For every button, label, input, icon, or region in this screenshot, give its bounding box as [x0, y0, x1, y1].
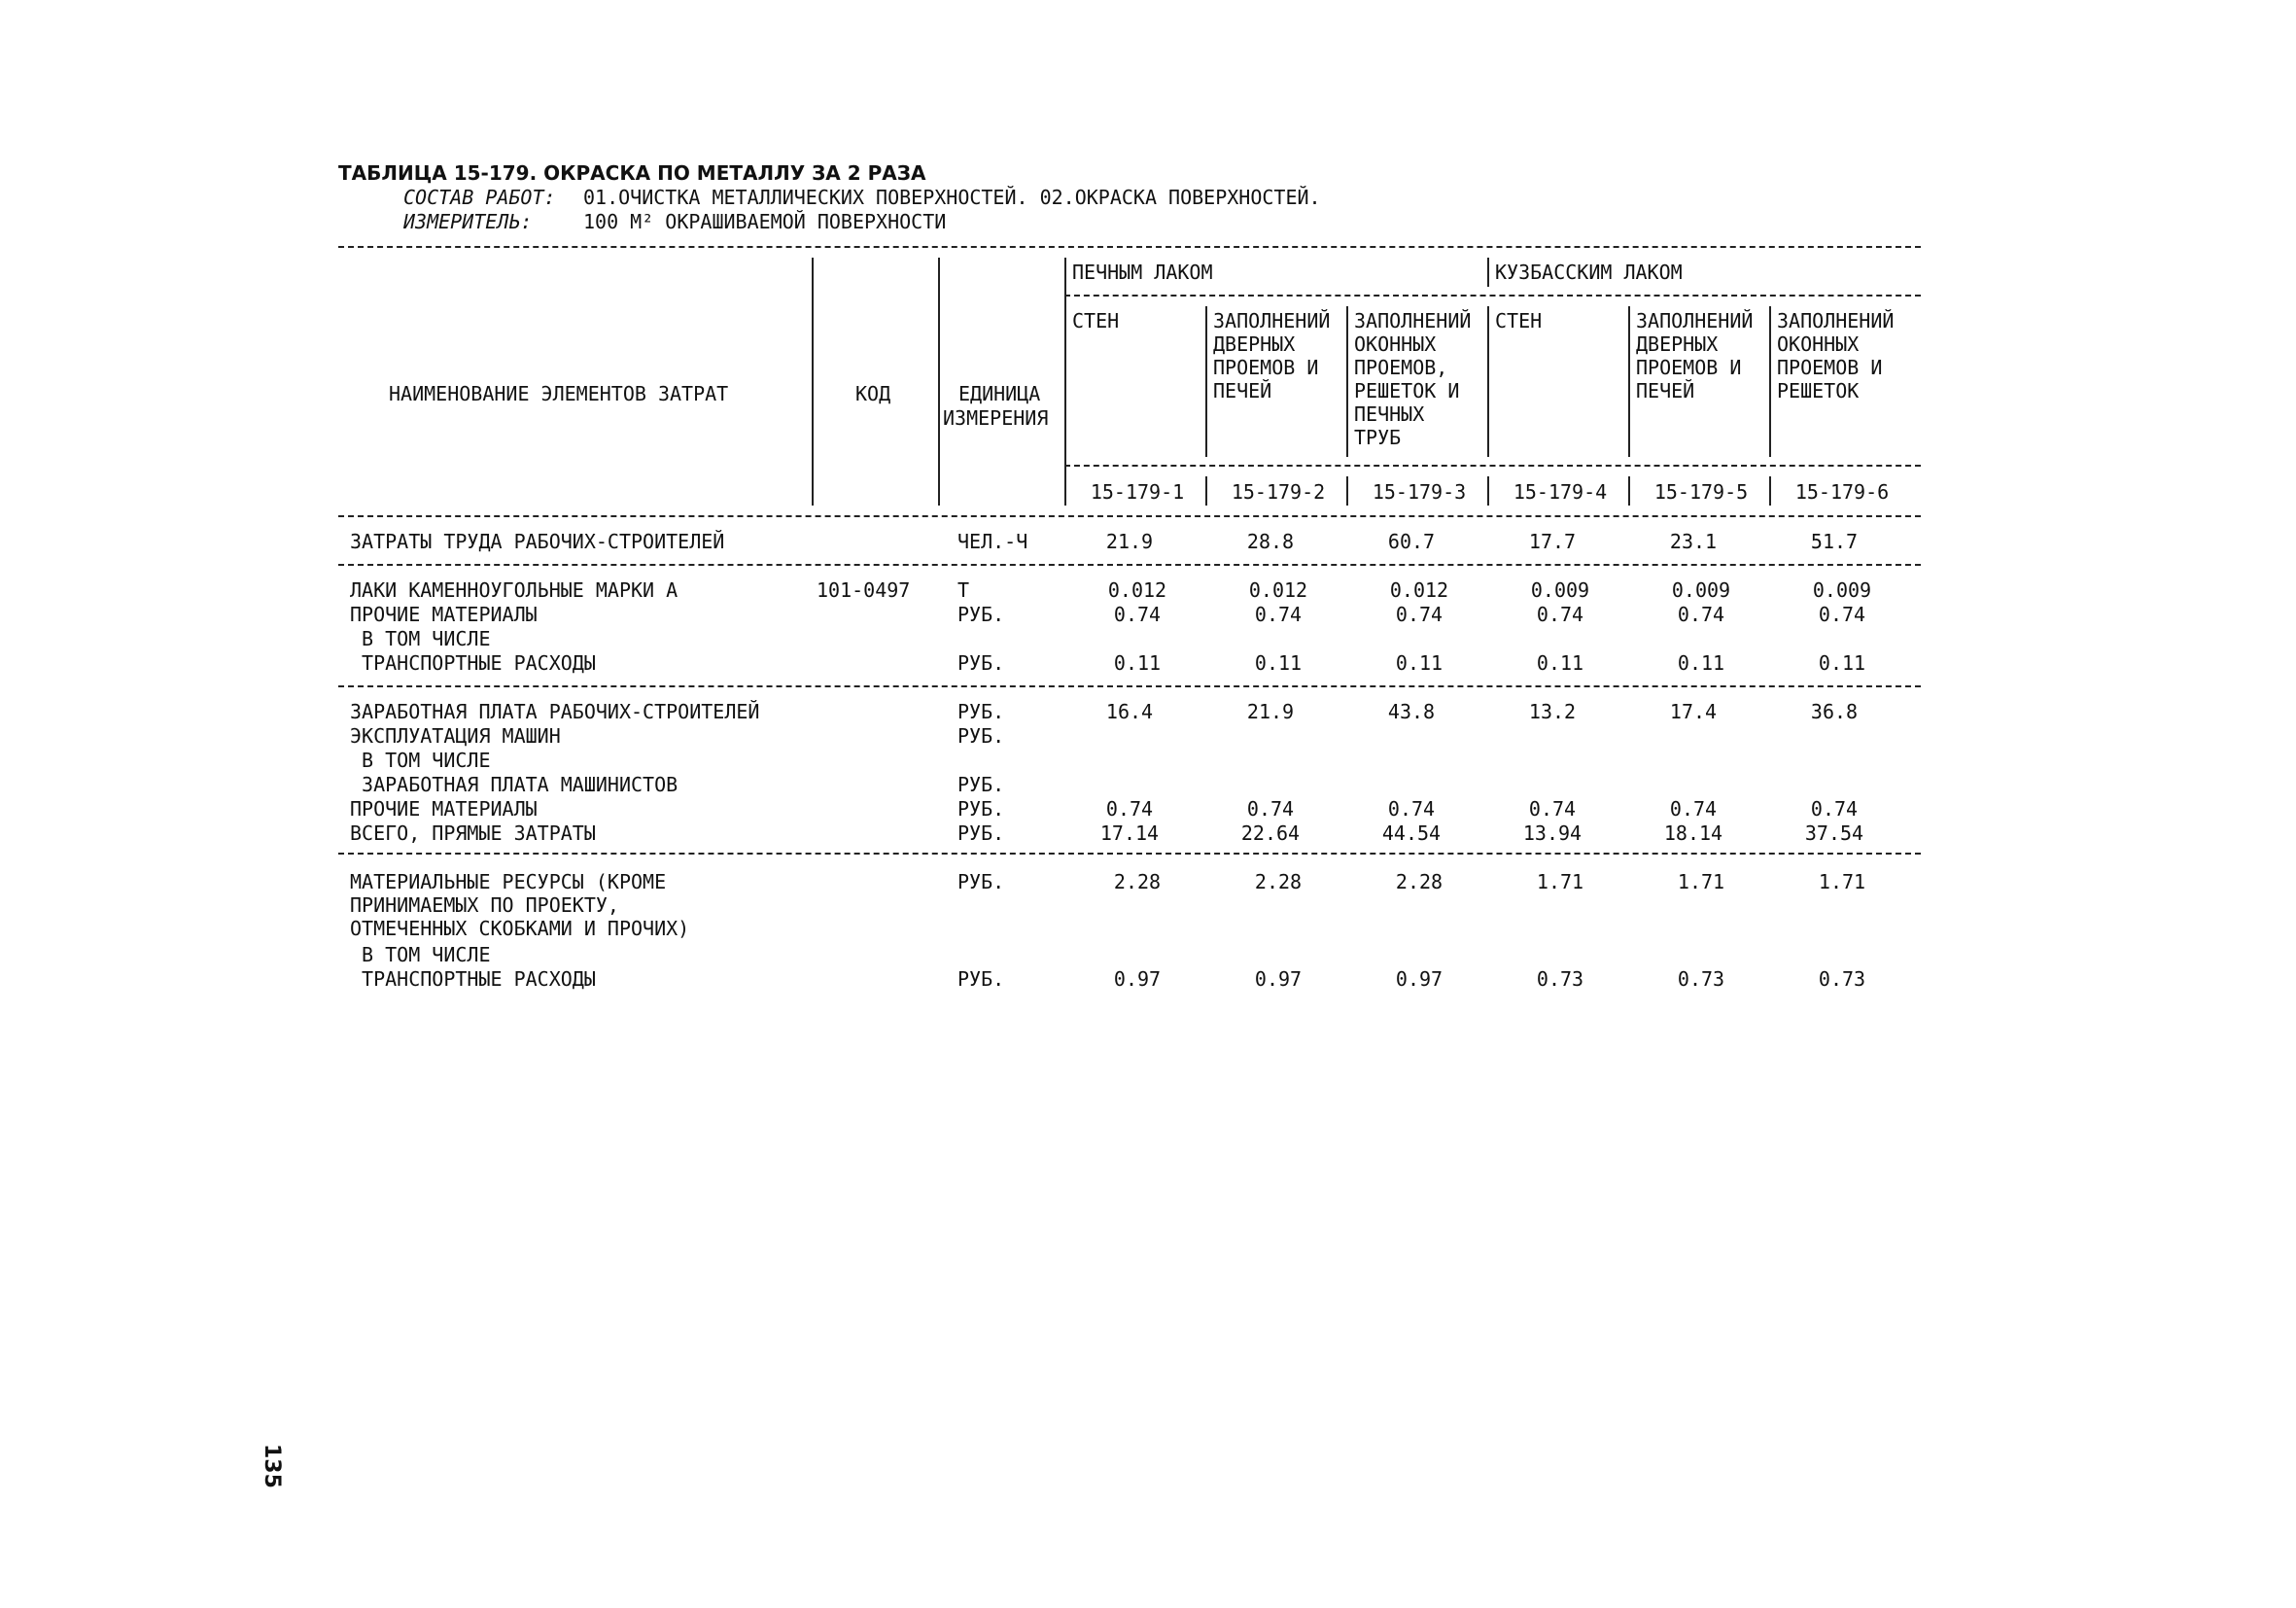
row-other-materials-v4: 0.74: [1536, 603, 1584, 626]
row-lacquer-v5: 0.009: [1671, 578, 1731, 602]
row-other-materials-2-v2: 0.74: [1246, 797, 1295, 821]
vline-c4: [1628, 476, 1630, 506]
row-wages-v5: 17.4: [1669, 700, 1718, 723]
measure-text: 100 М² ОКРАШИВАЕМОЙ ПОВЕРХНОСТИ: [583, 210, 947, 233]
row-machines-name: ЭКСПЛУАТАЦИЯ МАШИН: [350, 724, 561, 748]
vline-c3: [1487, 476, 1489, 506]
row-transport-2-v1: 0.97: [1113, 967, 1162, 991]
rule-group: [1064, 295, 1921, 297]
vline-2: [938, 258, 940, 506]
row-other-materials-unit: РУБ.: [957, 603, 1005, 626]
row-wages-name: ЗАРАБОТНАЯ ПЛАТА РАБОЧИХ-СТРОИТЕЛЕЙ: [350, 700, 760, 723]
rule-section-2: [338, 685, 1921, 687]
row-total-v6: 37.54: [1804, 821, 1864, 845]
row-including-1: В ТОМ ЧИСЛЕ: [350, 627, 491, 650]
col-unit-header-1: ЕДИНИЦА: [958, 382, 1041, 405]
code-4: 15-179-4: [1513, 480, 1608, 504]
row-total-v3: 44.54: [1381, 821, 1442, 845]
row-machinist-wages-unit: РУБ.: [957, 773, 1005, 796]
row-transport-2-v4: 0.73: [1536, 967, 1584, 991]
row-resources-v4: 1.71: [1536, 870, 1584, 893]
rule-header-bottom: [338, 515, 1921, 517]
row-lacquer-unit: Т: [957, 578, 970, 602]
row-transport-1-unit: РУБ.: [957, 651, 1005, 675]
code-3: 15-179-3: [1372, 480, 1467, 504]
rule-section-1: [338, 564, 1921, 566]
vline-4: [1205, 306, 1207, 457]
row-total-unit: РУБ.: [957, 821, 1005, 845]
row-transport-2-v2: 0.97: [1254, 967, 1303, 991]
row-other-materials-name: ПРОЧИЕ МАТЕРИАЛЫ: [350, 603, 538, 626]
row-other-materials-v6: 0.74: [1818, 603, 1866, 626]
row-resources-v1: 2.28: [1113, 870, 1162, 893]
vline-5: [1346, 306, 1348, 457]
row-total-name: ВСЕГО, ПРЯМЫЕ ЗАТРАТЫ: [350, 821, 596, 845]
row-machinist-wages-name: ЗАРАБОТНАЯ ПЛАТА МАШИНИСТОВ: [350, 773, 678, 796]
row-other-materials-2-v6: 0.74: [1810, 797, 1859, 821]
row-wages-v1: 16.4: [1105, 700, 1154, 723]
row-labor-name: ЗАТРАТЫ ТРУДА РАБОЧИХ-СТРОИТЕЛЕЙ: [350, 530, 725, 553]
row-wages-unit: РУБ.: [957, 700, 1005, 723]
row-other-materials-v1: 0.74: [1113, 603, 1162, 626]
row-other-materials-2-v5: 0.74: [1669, 797, 1718, 821]
row-including-3: В ТОМ ЧИСЛЕ: [350, 943, 491, 966]
vline-8: [1769, 306, 1771, 457]
row-total-v1: 17.14: [1099, 821, 1160, 845]
row-resources-name: МАТЕРИАЛЬНЫЕ РЕСУРСЫ (КРОМЕ ПРИНИМАЕМЫХ ПО ПРОЕКТУ, ОТМЕЧЕННЫХ СКОБКАМИ И ПРОЧИХ): [350, 870, 690, 940]
row-lacquer-v3: 0.012: [1389, 578, 1449, 602]
row-labor-v1: 21.9: [1105, 530, 1154, 553]
measure-label: ИЗМЕРИТЕЛЬ:: [403, 210, 533, 233]
row-labor-v2: 28.8: [1246, 530, 1295, 553]
row-transport-2-unit: РУБ.: [957, 967, 1005, 991]
row-lacquer-code: 101-0497: [817, 578, 911, 602]
vline-3: [1064, 258, 1066, 506]
row-other-materials-v3: 0.74: [1395, 603, 1444, 626]
vline-6: [1487, 306, 1489, 457]
row-transport-2-v6: 0.73: [1818, 967, 1866, 991]
row-labor-v5: 23.1: [1669, 530, 1718, 553]
row-transport-1-v5: 0.11: [1677, 651, 1725, 675]
row-resources-v3: 2.28: [1395, 870, 1444, 893]
page-number: 135: [260, 1444, 284, 1488]
code-1: 15-179-1: [1090, 480, 1185, 504]
row-wages-v3: 43.8: [1387, 700, 1436, 723]
sub-header-3: ЗАПОЛНЕНИЙ ОКОННЫХ ПРОЕМОВ, РЕШЕТОК И ПЕЧНЫХ ТРУБ: [1354, 309, 1472, 449]
sub-header-5: ЗАПОЛНЕНИЙ ДВЕРНЫХ ПРОЕМОВ И ПЕЧЕЙ: [1636, 309, 1754, 402]
row-transport-2-name: ТРАНСПОРТНЫЕ РАСХОДЫ: [350, 967, 596, 991]
row-transport-1-v3: 0.11: [1395, 651, 1444, 675]
vline-7: [1628, 306, 1630, 457]
row-total-v5: 18.14: [1663, 821, 1723, 845]
rule-codes: [1064, 465, 1921, 467]
row-resources-v6: 1.71: [1818, 870, 1866, 893]
row-transport-1-v6: 0.11: [1818, 651, 1866, 675]
row-other-materials-v5: 0.74: [1677, 603, 1725, 626]
vline-6a: [1487, 258, 1489, 287]
row-other-materials-2-name: ПРОЧИЕ МАТЕРИАЛЫ: [350, 797, 538, 821]
rule-top: [338, 246, 1921, 248]
row-lacquer-v1: 0.012: [1107, 578, 1167, 602]
row-other-materials-v2: 0.74: [1254, 603, 1303, 626]
row-wages-v2: 21.9: [1246, 700, 1295, 723]
table-title: ТАБЛИЦА 15-179. ОКРАСКА ПО МЕТАЛЛУ ЗА 2 РАЗА: [338, 161, 926, 185]
sub-header-2: ЗАПОЛНЕНИЙ ДВЕРНЫХ ПРОЕМОВ И ПЕЧЕЙ: [1213, 309, 1331, 402]
group-kuzbass: КУЗБАССКИМ ЛАКОМ: [1495, 261, 1683, 284]
row-labor-v6: 51.7: [1810, 530, 1859, 553]
row-lacquer-v6: 0.009: [1812, 578, 1872, 602]
sub-header-4: СТЕН: [1495, 309, 1543, 332]
row-lacquer-v2: 0.012: [1248, 578, 1308, 602]
vline-c5: [1769, 476, 1771, 506]
group-pechnoy: ПЕЧНЫМ ЛАКОМ: [1072, 261, 1213, 284]
row-transport-1-v4: 0.11: [1536, 651, 1584, 675]
row-machines-unit: РУБ.: [957, 724, 1005, 748]
vline-c2: [1346, 476, 1348, 506]
vline-c1: [1205, 476, 1207, 506]
row-resources-v5: 1.71: [1677, 870, 1725, 893]
row-labor-v4: 17.7: [1528, 530, 1577, 553]
row-wages-v4: 13.2: [1528, 700, 1577, 723]
sub-header-1: СТЕН: [1072, 309, 1120, 332]
row-transport-1-v2: 0.11: [1254, 651, 1303, 675]
rule-section-3: [338, 853, 1921, 855]
code-6: 15-179-6: [1794, 480, 1890, 504]
work-composition-text: 01.ОЧИСТКА МЕТАЛЛИЧЕСКИХ ПОВЕРХНОСТЕЙ. 02.ОКРАСКА ПОВЕРХНОСТЕЙ.: [583, 186, 1321, 209]
row-wages-v6: 36.8: [1810, 700, 1859, 723]
row-labor-unit: ЧЕЛ.-Ч: [957, 530, 1028, 553]
row-resources-unit: РУБ.: [957, 870, 1005, 893]
row-lacquer-name: ЛАКИ КАМЕННОУГОЛЬНЫЕ МАРКИ А: [350, 578, 678, 602]
row-other-materials-2-v1: 0.74: [1105, 797, 1154, 821]
row-transport-2-v5: 0.73: [1677, 967, 1725, 991]
code-5: 15-179-5: [1653, 480, 1749, 504]
row-resources-v2: 2.28: [1254, 870, 1303, 893]
row-lacquer-v4: 0.009: [1530, 578, 1590, 602]
row-labor-v3: 60.7: [1387, 530, 1436, 553]
row-transport-1-name: ТРАНСПОРТНЫЕ РАСХОДЫ: [350, 651, 596, 675]
col-code-header: КОД: [855, 382, 891, 405]
work-composition-label: СОСТАВ РАБОТ:: [403, 186, 556, 209]
row-transport-1-v1: 0.11: [1113, 651, 1162, 675]
row-transport-2-v3: 0.97: [1395, 967, 1444, 991]
col-name-header: НАИМЕНОВАНИЕ ЭЛЕМЕНТОВ ЗАТРАТ: [389, 382, 729, 405]
row-other-materials-2-unit: РУБ.: [957, 797, 1005, 821]
vline-1: [812, 258, 814, 506]
code-2: 15-179-2: [1231, 480, 1326, 504]
col-unit-header-2: ИЗМЕРЕНИЯ: [943, 406, 1049, 430]
row-other-materials-2-v4: 0.74: [1528, 797, 1577, 821]
sub-header-6: ЗАПОЛНЕНИЙ ОКОННЫХ ПРОЕМОВ И РЕШЕТОК: [1777, 309, 1895, 402]
row-other-materials-2-v3: 0.74: [1387, 797, 1436, 821]
row-including-2: В ТОМ ЧИСЛЕ: [350, 749, 491, 772]
row-total-v4: 13.94: [1522, 821, 1583, 845]
row-total-v2: 22.64: [1240, 821, 1301, 845]
